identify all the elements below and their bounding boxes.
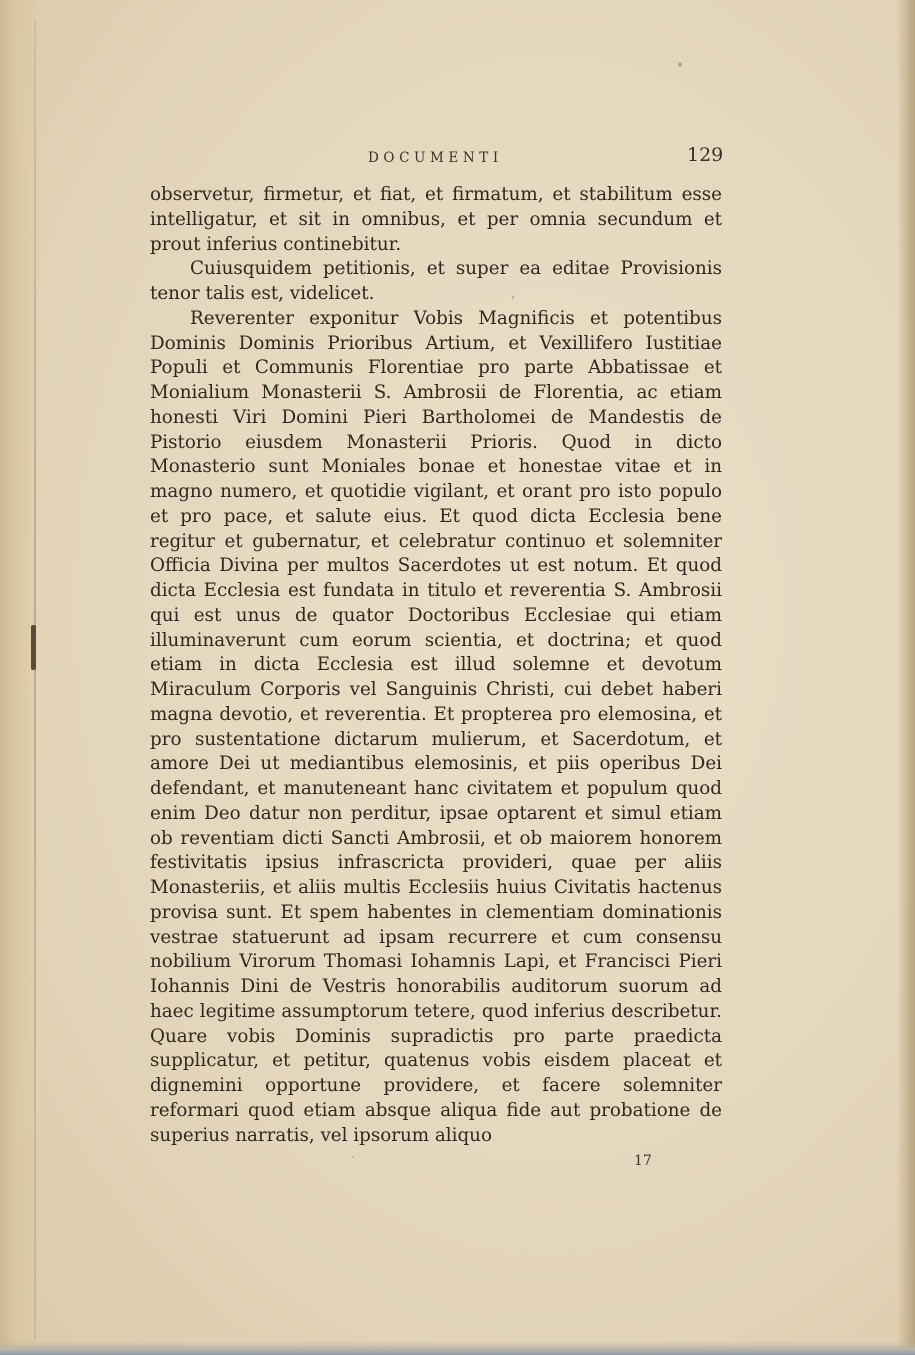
paper-speck (678, 62, 682, 67)
page-number: 129 (687, 144, 724, 166)
page-bottom-edge (0, 1341, 915, 1355)
paragraph: Reverenter exponitur Vobis Magnificis et potentibus Dominis Dominis Prioribus Artium, et Vexillifero Iustitiae Populi et Communis Florentiae pro parte Abbatissae et Monialium Monasterii S. Ambrosii de Florentia, ac etiam honesti Viri Domini Pieri Bartholomei de Mandestis de Pistorio eiusdem Monasterii Prioris. Quod in dicto Monasterio sunt Moniales bonae et honestae vitae et in magno numero, et quotidie vigilant, et orant pro isto populo et pro pace, et salute eius. Et quod dicta Ecclesia bene regitur et gubernatur, et celebratur continuo et solemniter Officia Divina per multos Sacerdotes ut est notum. Et quod dicta Ecclesia est fundata in titulo et reverentia S. Ambrosii qui est unus de quator Doctoribus Ecclesiae qui etiam illuminaverunt cum eorum scientia, et doctrina; et quod etiam in dicta Ecclesia est illud solemne et devotum Miraculum Corporis vel Sanguinis Christi, cui debet haberi magna devotio, et reverentia. Et propterea pro elemosina, et pro sustentatione dictarum mulierum, et Sacerdotum, et amore Dei ut mediantibus elemosinis, et piis operibus Dei defendant, et manuteneant hanc civitatem et populum quod enim Deo datur non perditur, ipsae optarent et simul etiam ob reventiam dicti Sancti Ambrosii, et ob maiorem honorem festivitatis ipsius infrascricta provideri, quae per aliis Monasteriis, et aliis multis Ecclesiis huius Civitatis hactenus provisa sunt. Et spem habentes in clementiam dominationis vestrae statuerunt ad ipsam recurrere et cum consensu nobilium Virorum Thomasi Iohamnis Lapi, et Francisci Pieri Iohannis Dini de Vestris honorabilis auditorum suorum ad haec legitime assumptorum tetere, quod inferius describetur. Quare vobis Dominis supradictis pro parte praedicta supplicatur, et petitur, quatenus vobis eisdem placeat et dignemini opportune providere, et facere solemniter reformari quod etiam absque aliqua fide aut probatione de superius narratis, vel ipsorum aliquo (150, 307, 722, 1146)
paragraph: observetur, firmetur, et fiat, et firmatum, et stabilitum esse intelligatur, et sit in omnibus, et per omnia secundum et prout inferius continebitur. (150, 184, 722, 255)
binding-mark (31, 625, 36, 670)
paper-speck (352, 1156, 354, 1158)
running-head: DOCUMENTI (368, 150, 503, 166)
binding-line (34, 20, 36, 1340)
paragraph: Cuiusquidem petitionis, et super ea editae Provisionis tenor talis est, videlicet. (150, 258, 722, 304)
signature-mark: 17 (634, 1153, 652, 1169)
body-text (150, 183, 722, 1148)
page-right-edge (897, 0, 915, 1355)
